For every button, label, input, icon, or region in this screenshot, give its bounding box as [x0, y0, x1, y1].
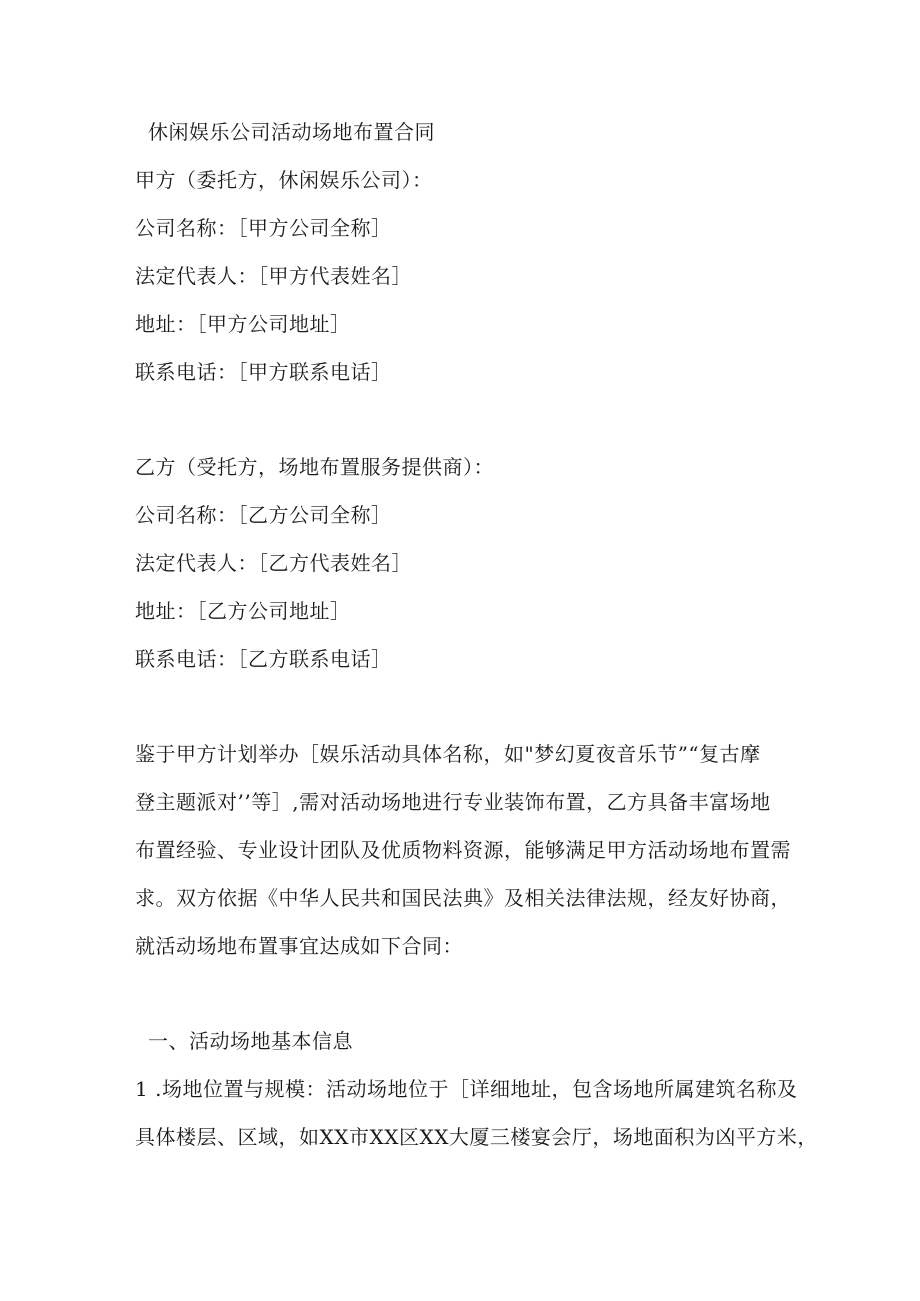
party-b-address: 地址：［乙方公司地址］ [135, 599, 351, 623]
section-1-heading: 一、活动场地基本信息 [148, 1029, 353, 1053]
party-a-company-name: 公司名称：［甲方公司全称］ [135, 216, 392, 240]
preamble-line: 登主题派对’’等］,需对活动场地进行专业装饰布置，乙方具备丰富场地 [135, 790, 771, 814]
preamble-line: 鉴于甲方计划举办［娱乐活动具体名称，如"梦幻夏夜音乐节”“复古摩 [135, 742, 761, 766]
party-a-legal-rep: 法定代表人：［甲方代表姓名］ [135, 264, 412, 288]
party-b-company-name: 公司名称：［乙方公司全称］ [135, 503, 392, 527]
document-title: 休闲娱乐公司活动场地布置合同 [148, 120, 435, 144]
section-1-item-1-line: 1 .场地位置与规模：活动场地位于［详细地址，包含场地所属建筑名称及 [135, 1077, 798, 1101]
party-b-legal-rep: 法定代表人：［乙方代表姓名］ [135, 551, 412, 575]
party-a-phone: 联系电话：［甲方联系电话］ [135, 360, 392, 384]
section-1-item-1-line: 具体楼层、区域，如XX市XX区XX大厦三楼宴会厅，场地面积为凶平方米， [135, 1125, 818, 1149]
party-b-phone: 联系电话：［乙方联系电话］ [135, 647, 392, 671]
party-a-heading: 甲方（委托方，休闲娱乐公司）： [135, 168, 433, 192]
preamble-line: 布置经验、专业设计团队及优质物料资源，能够满足甲方活动场地布置需 [135, 838, 791, 862]
party-a-address: 地址：［甲方公司地址］ [135, 312, 351, 336]
party-b-heading: 乙方（受托方，场地布置服务提供商）： [135, 455, 494, 479]
preamble-line: 求。双方依据《中华人民共和国民法典》及相关法律法规，经友好协商， [135, 886, 791, 910]
preamble-line: 就活动场地布置事宜达成如下合同： [135, 934, 463, 958]
